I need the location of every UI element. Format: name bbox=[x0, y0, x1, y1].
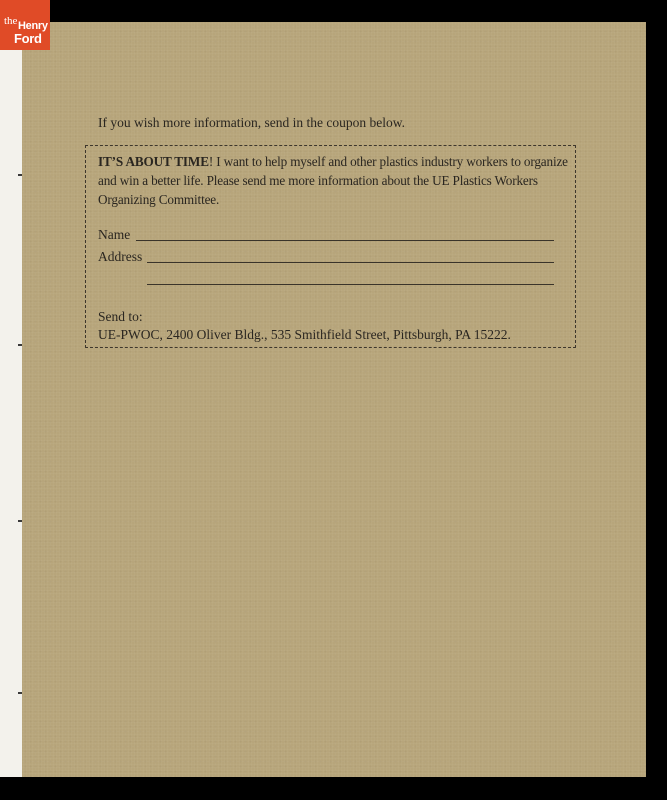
send-to-block bbox=[98, 308, 511, 344]
logo-ford-text: Ford bbox=[14, 31, 42, 46]
henry-ford-logo[interactable] bbox=[0, 0, 50, 50]
address-line-2 bbox=[147, 284, 554, 285]
address-line-1 bbox=[147, 262, 554, 263]
coupon-body: ! I want to help myself and other plastics industry workers to organize and win a better life. Please send me more information about the UE Plastics Workers Organizing Committee. bbox=[98, 154, 568, 207]
coupon-headline: IT’S ABOUT TIME bbox=[98, 154, 209, 169]
name-label: Name bbox=[98, 227, 131, 242]
send-to-address: UE-PWOC, 2400 Oliver Bldg., 535 Smithfield Street, Pittsburgh, PA 15222. bbox=[98, 327, 511, 342]
address-label: Address bbox=[98, 249, 143, 264]
logo-the-text: the bbox=[4, 15, 18, 27]
send-to-label: Send to: bbox=[98, 309, 143, 324]
adjacent-page-edge bbox=[0, 22, 22, 777]
logo-henry-text: Henry bbox=[18, 20, 48, 32]
coupon-lead-paragraph bbox=[98, 152, 568, 209]
intro-text: If you wish more information, send in the coupon below. bbox=[98, 115, 405, 130]
document-page bbox=[22, 22, 646, 777]
name-line bbox=[136, 240, 554, 241]
coupon-box bbox=[85, 145, 576, 348]
